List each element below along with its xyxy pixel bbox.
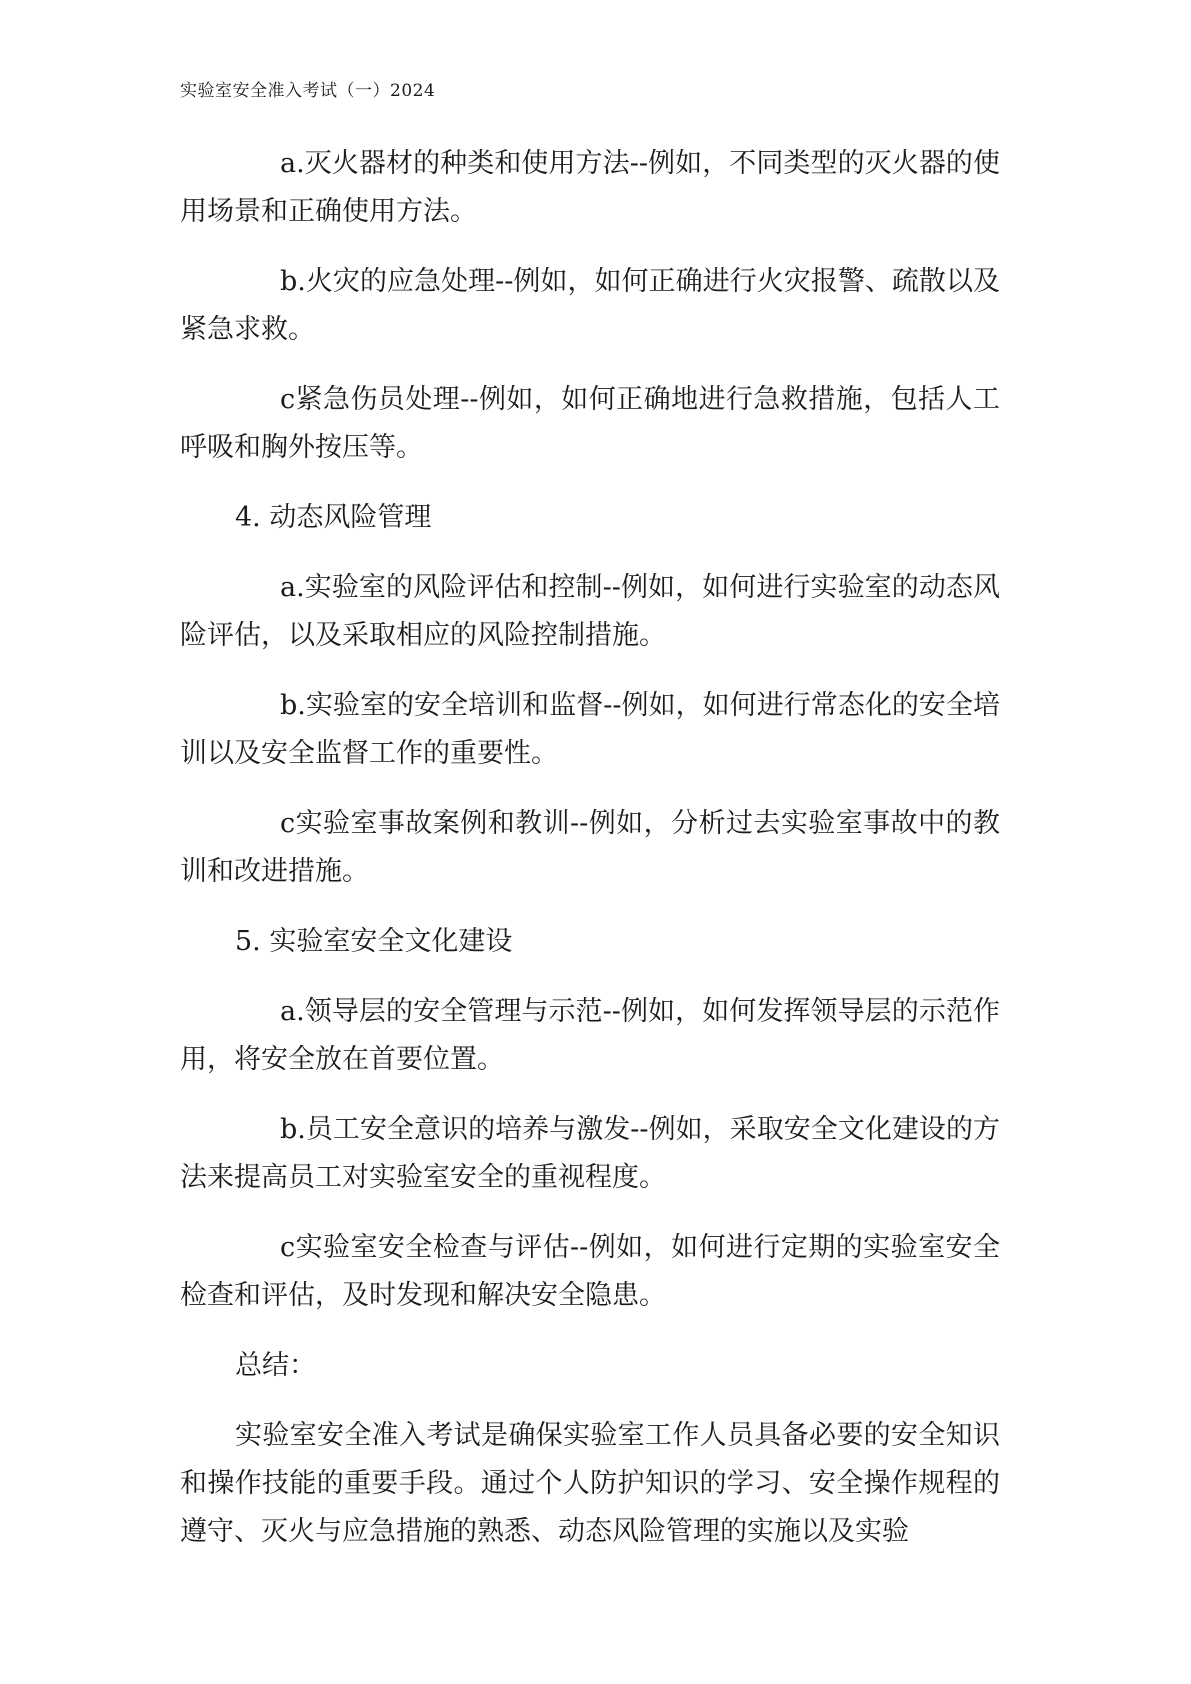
page-header: 实验室安全准入考试（一）2024 (180, 81, 436, 101)
culture-item-a: a.领导层的安全管理与示范--例如，如何发挥领导层的示范作用，将安全放在首要位置。 (180, 996, 1000, 1075)
culture-item-b: b.员工安全意识的培养与激发--例如，采取安全文化建设的方法来提高员工对实验室安全的重视程度。 (180, 1114, 1000, 1193)
fire-item-a: a.灭火器材的种类和使用方法--例如，不同类型的灭火器的使用场景和正确使用方法。 (180, 148, 1000, 227)
fire-item-c: c紧急伤员处理--例如，如何正确地进行急救措施，包括人工呼吸和胸外按压等。 (180, 384, 1000, 463)
risk-item-b: b.实验室的安全培训和监督--例如，如何进行常态化的安全培训以及安全监督工作的重要性。 (180, 690, 1000, 769)
risk-item-a: a.实验室的风险评估和控制--例如，如何进行实验室的动态风险评估，以及采取相应的风险控制措施。 (180, 572, 1000, 651)
culture-item-c: c实验室安全检查与评估--例如，如何进行定期的实验室安全检查和评估，及时发现和解决安全隐患。 (180, 1232, 1000, 1311)
fire-item-b: b.火灾的应急处理--例如，如何正确进行火灾报警、疏散以及紧急求救。 (180, 266, 1000, 345)
risk-item-c: c实验室事故案例和教训--例如，分析过去实验室事故中的教训和改进措施。 (180, 808, 1000, 887)
document-body (180, 140, 1000, 1556)
summary-paragraph: 实验室安全准入考试是确保实验室工作人员具备必要的安全知识和操作技能的重要手段。通过个人防护知识的学习、安全操作规程的遵守、灭火与应急措施的熟悉、动态风险管理的实施以及实验 (180, 1420, 1000, 1547)
section-heading-culture: 5. 实验室安全文化建设 (235, 926, 513, 957)
summary-label: 总结： (235, 1350, 316, 1381)
section-heading-risk: 4. 动态风险管理 (235, 502, 432, 533)
